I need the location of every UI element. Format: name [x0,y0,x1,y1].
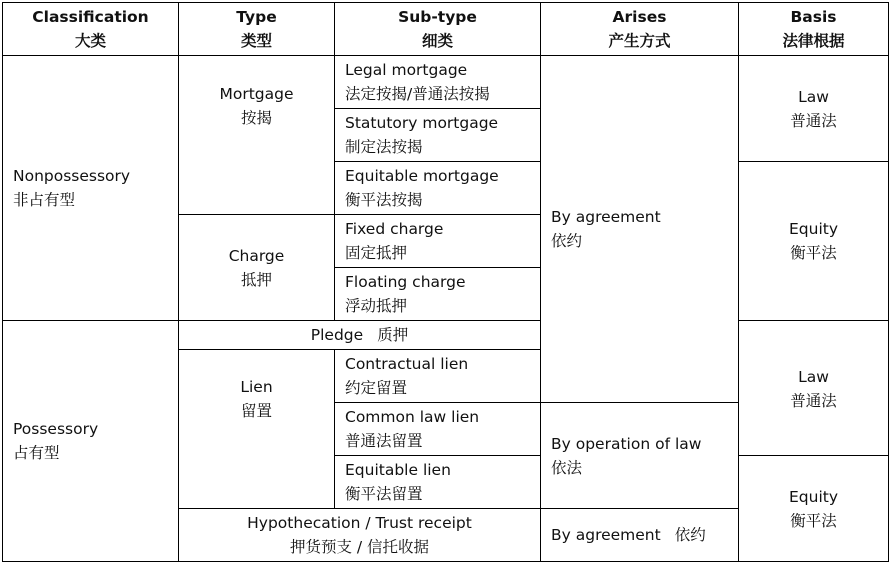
type-hypothecation: Hypothecation / Trust receipt 押货预支 / 信托收据 [179,509,541,562]
header-basis-zh: 法律根据 [782,32,845,50]
subtype-equitable-mortgage: Equitable mortgage 衡平法按揭 [335,162,541,215]
classification-nonpossessory: Nonpossessory 非占有型 [3,56,179,321]
basis-equity-1: Equity 衡平法 [739,162,889,321]
subtype-contractual-lien: Contractual lien 约定留置 [335,350,541,403]
subtype-common-law-lien: Common law lien 普通法留置 [335,403,541,456]
type-pledge: Pledge 质押 [179,321,541,350]
header-subtype [335,3,541,56]
header-basis [739,3,889,56]
header-subtype-en: Sub-type [398,8,477,26]
basis-equity-2: Equity 衡平法 [739,456,889,562]
header-classification-en: Classification [32,8,149,26]
subtype-fixed-charge: Fixed charge 固定抵押 [335,215,541,268]
header-type [179,3,335,56]
basis-law-2: Law 普通法 [739,321,889,456]
header-type-en: Type [236,8,277,26]
arises-by-operation-of-law: By operation of law 依法 [541,403,739,509]
classification-possessory: Possessory 占有型 [3,321,179,562]
header-arises [541,3,739,56]
header-subtype-zh: 细类 [421,32,453,50]
header-arises-en: Arises [612,8,667,26]
header-classification-zh: 大类 [74,32,106,50]
header-type-zh: 类型 [240,32,272,50]
type-lien: Lien 留置 [179,350,335,509]
arises-by-agreement: By agreement 依约 [541,56,739,403]
subtype-floating-charge: Floating charge 浮动抵押 [335,268,541,321]
subtype-legal-mortgage: Legal mortgage 法定按揭/普通法按揭 [335,56,541,109]
subtype-statutory-mortgage: Statutory mortgage 制定法按揭 [335,109,541,162]
header-row [3,3,889,56]
table-row [3,56,889,109]
type-charge: Charge 抵押 [179,215,335,321]
header-classification [3,3,179,56]
type-mortgage: Mortgage 按揭 [179,56,335,215]
security-interest-table [2,2,889,562]
header-basis-en: Basis [790,8,837,26]
basis-law-1: Law 普通法 [739,56,889,162]
subtype-equitable-lien: Equitable lien 衡平法留置 [335,456,541,509]
table-row [3,321,889,350]
header-arises-zh: 产生方式 [608,32,671,50]
arises-by-agreement-inline: By agreement 依约 [541,509,739,562]
